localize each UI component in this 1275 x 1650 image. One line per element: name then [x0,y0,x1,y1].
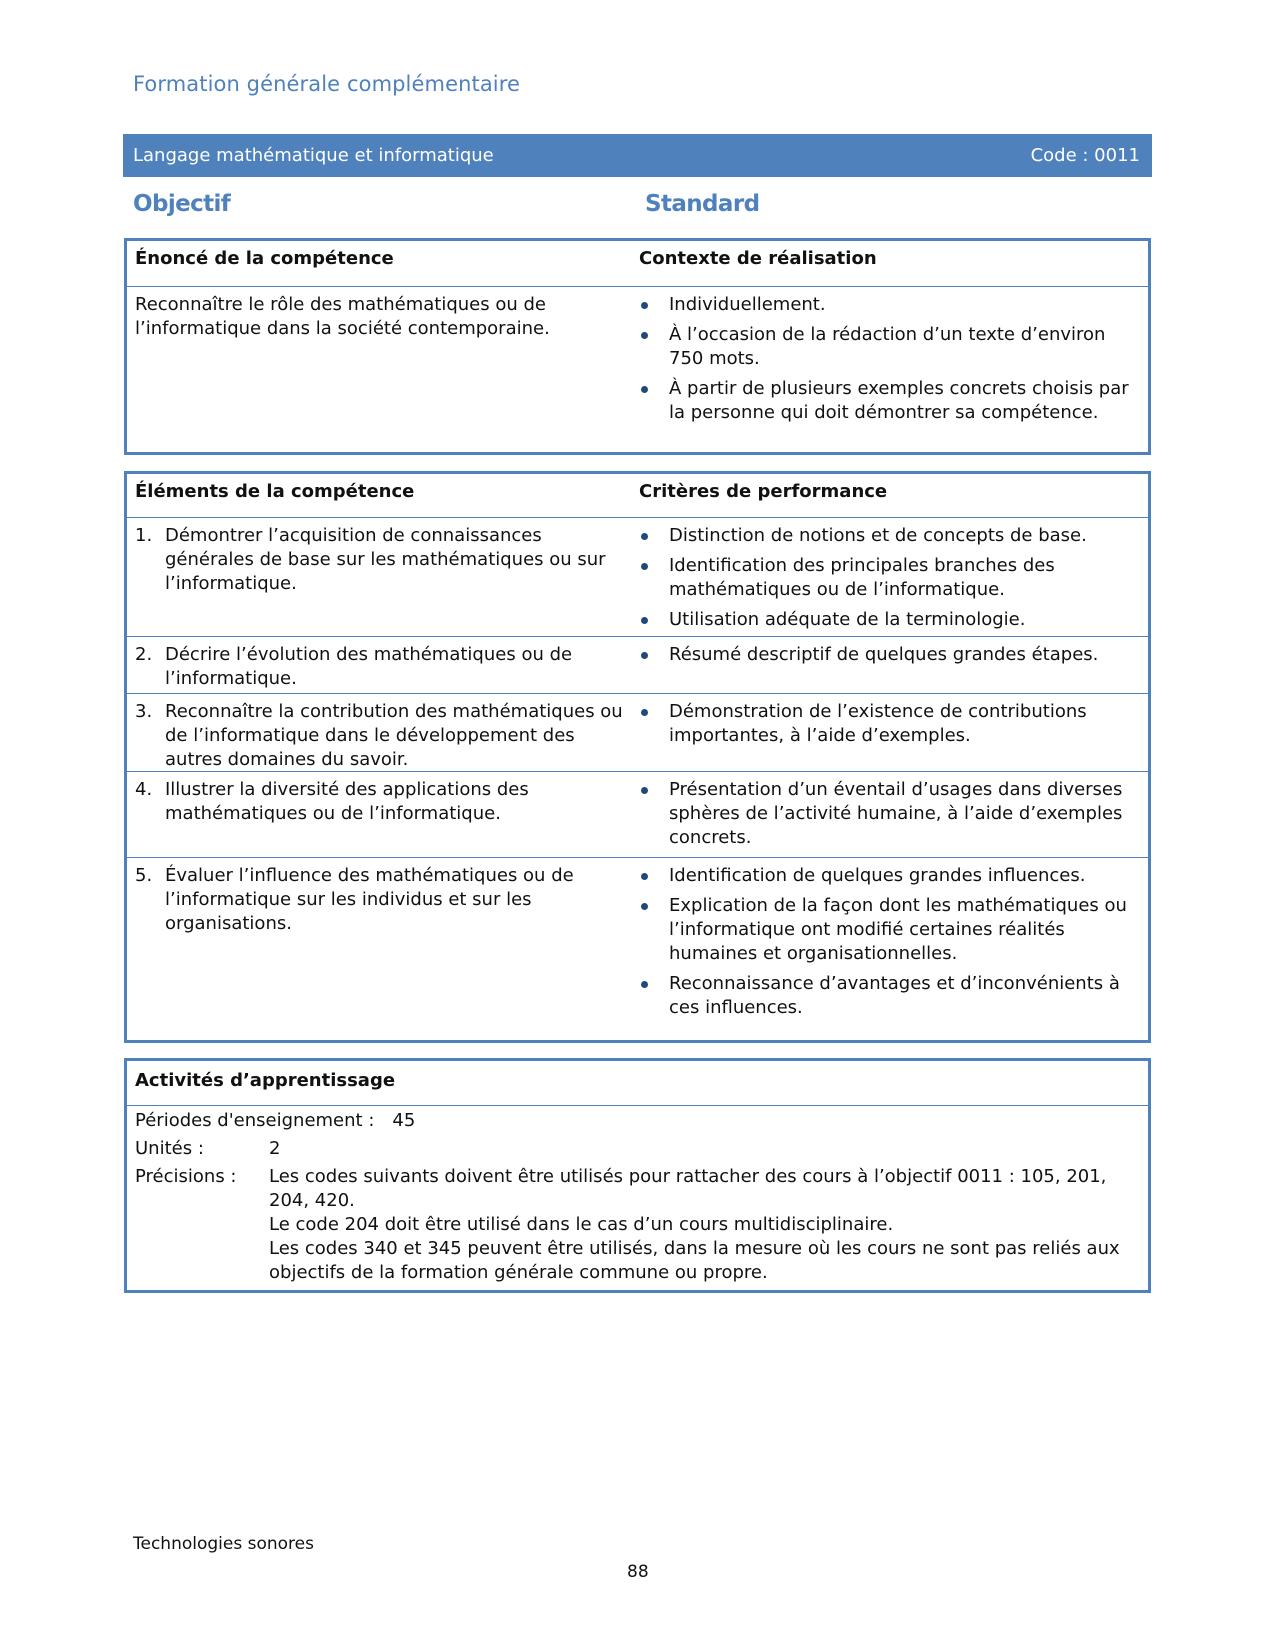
competence-statement: Reconnaître le rôle des mathématiques ou de l’informatique dans la société contemporaine. [135,294,550,339]
precisions-line [135,1165,1140,1285]
units-line [135,1137,1140,1161]
element-text: 2. Décrire l’évolution des mathématiques ou de l’informatique. [135,644,573,689]
bullet-icon [641,981,648,988]
context-item: À l’occasion de la rédaction d’un texte d’environ 750 mots. [639,323,1140,371]
element-row-5 [127,857,1148,1040]
criteria-item: Identification de quelques grandes influences. [639,864,1140,888]
statement-header: Énoncé de la compétence [135,248,394,269]
criteria-header: Critères de performance [639,481,888,502]
criteria-list [639,700,1140,748]
elements-table [124,471,1151,1043]
periods-line [135,1109,1140,1133]
course-title: Langage mathématique et informatique [133,145,494,166]
element-row-4 [127,771,1148,857]
footer-program-name: Technologies sonores [133,1534,314,1554]
competence-table-body [127,286,1148,452]
criteria-item: Identification des principales branches des mathématiques ou de l’informatique. [639,554,1140,602]
activities-header: Activités d’apprentissage [135,1070,396,1091]
precision-paragraph: Les codes suivants doivent être utilisés pour rattacher des cours à l’objectif 0011 : 105, 201, 204, 420. [269,1166,1107,1211]
precisions-label: Précisions : [135,1166,237,1187]
competence-table-header [127,241,1148,286]
bullet-icon [641,709,648,716]
criteria-list [639,524,1140,632]
activities-table [124,1058,1151,1293]
criteria-list [639,778,1140,850]
criteria-list [639,643,1140,667]
context-item: À partir de plusieurs exemples concrets choisis par la personne qui doit démontrer sa compétence. [639,377,1140,425]
elements-table-header [127,474,1148,517]
bullet-icon [641,302,648,309]
context-header: Contexte de réalisation [639,248,877,269]
element-text: 5. Évaluer l’influence des mathématiques ou de l’informatique sur les individus et sur les organisations. [135,865,574,934]
precision-paragraph: Les codes 340 et 345 peuvent être utilisés, dans la mesure où les cours ne sont pas reliés aux objectifs de la formation générale commune ou propre. [269,1238,1120,1283]
units-value: 2 [269,1138,281,1159]
context-list [639,293,1140,425]
bullet-icon [641,903,648,910]
page-number: 88 [627,1562,649,1582]
criteria-item: Utilisation adéquate de la terminologie. [639,608,1140,632]
course-title-bar [123,134,1152,177]
element-row-1 [127,517,1148,636]
bullet-icon [641,533,648,540]
bullet-icon [641,617,648,624]
element-row-2 [127,636,1148,693]
bullet-icon [641,386,648,393]
precisions-text [269,1165,1140,1285]
bullet-icon [641,652,648,659]
criteria-item: Reconnaissance d’avantages et d’inconvénients à ces influences. [639,972,1140,1020]
bullet-icon [641,563,648,570]
element-row-3 [127,693,1148,771]
course-code: Code : 0011 [1030,145,1140,166]
periods-value: 45 [392,1110,416,1131]
bullet-icon [641,787,648,794]
element-text: 4. Illustrer la diversité des applications des mathématiques ou de l’informatique. [135,779,529,824]
competence-table [124,238,1151,455]
criteria-item: Distinction de notions et de concepts de base. [639,524,1140,548]
section-label-objectif: Objectif [133,191,231,217]
criteria-list [639,864,1140,1020]
activities-body [127,1105,1148,1295]
criteria-item: Explication de la façon dont les mathématiques ou l’informatique ont modifié certaines réalités humaines et organisationnelles. [639,894,1140,966]
element-text: 3. Reconnaître la contribution des mathématiques ou de l’informatique dans le développement des autres domaines du savoir. [135,701,623,770]
bullet-icon [641,332,648,339]
criteria-item: Présentation d’un éventail d’usages dans diverses sphères de l’activité humaine, à l’aide d’exemples concrets. [639,778,1140,850]
units-label: Unités : [135,1138,204,1159]
criteria-item: Résumé descriptif de quelques grandes étapes. [639,643,1140,667]
section-label-standard: Standard [645,191,760,217]
precision-paragraph: Le code 204 doit être utilisé dans le cas d’un cours multidisciplinaire. [269,1214,894,1235]
criteria-item: Démonstration de l’existence de contributions importantes, à l’aide d’exemples. [639,700,1140,748]
bullet-icon [641,873,648,880]
element-text: 1. Démontrer l’acquisition de connaissances générales de base sur les mathématiques ou sur l’informatique. [135,525,606,594]
page-header: Formation générale complémentaire [133,72,521,96]
context-item: Individuellement. [639,293,1140,317]
elements-header: Éléments de la compétence [135,481,415,502]
periods-label: Périodes d'enseignement : [135,1110,375,1131]
